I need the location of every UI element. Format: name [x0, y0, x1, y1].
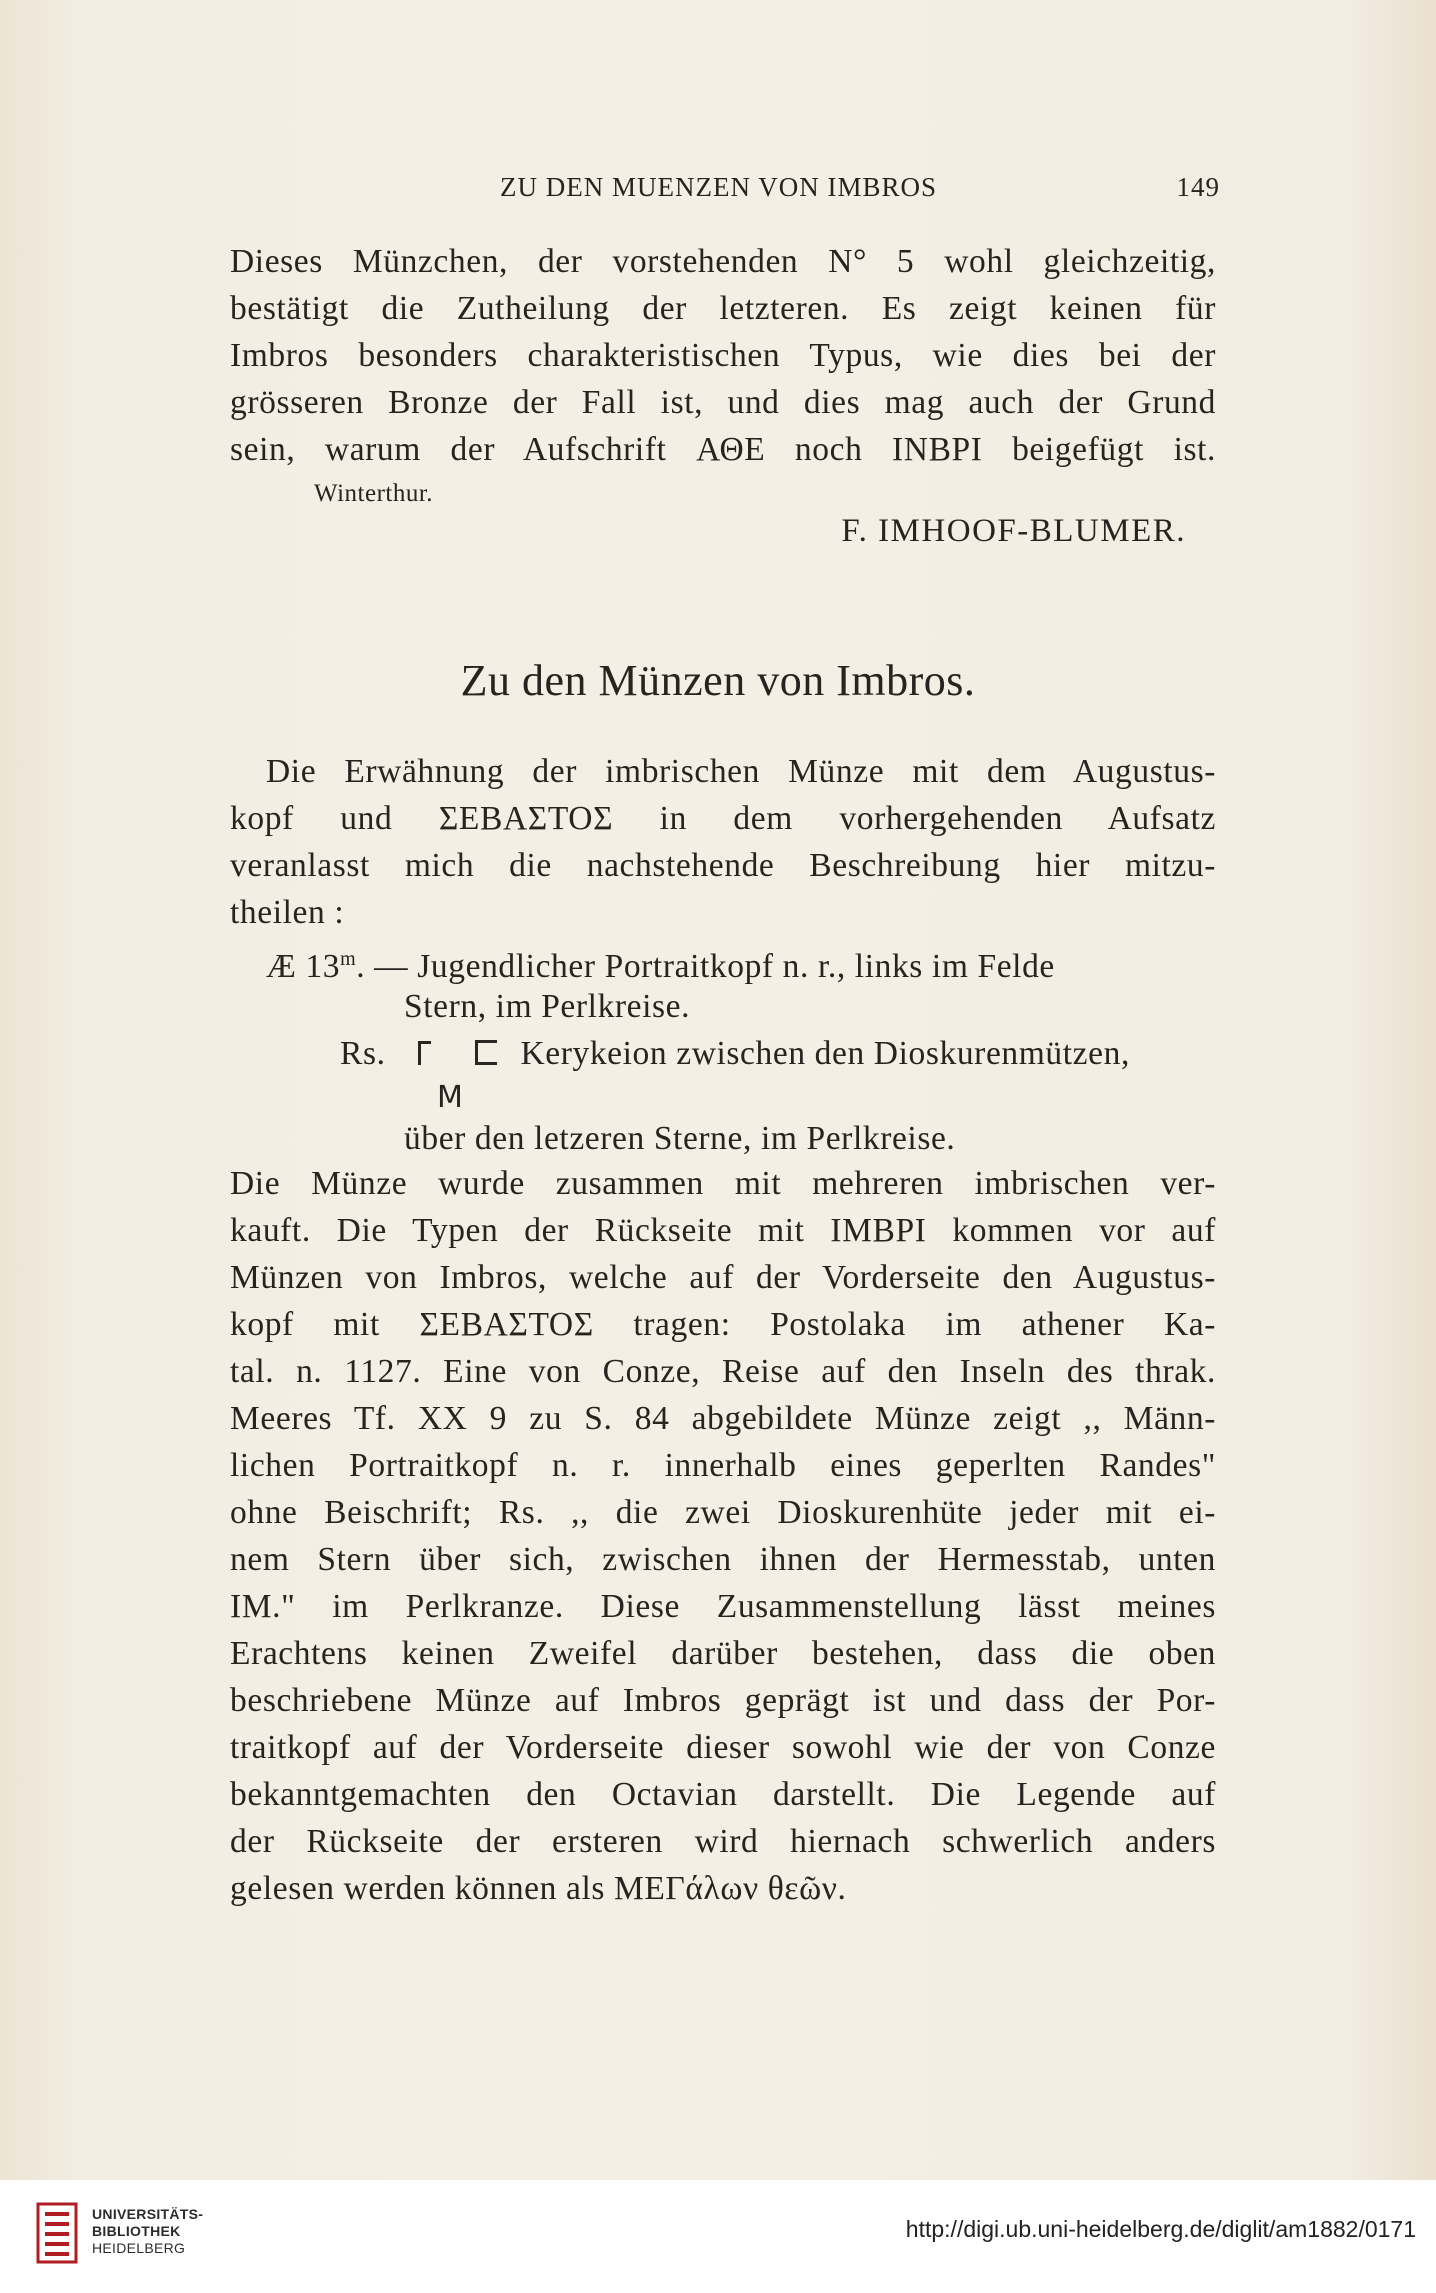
coin-obverse-cont: Stern, im Perlkreise. — [404, 988, 691, 1025]
text-line: kopf und ΣΕΒΑΣΤΟΣ in dem vorhergehenden Aufsatz — [230, 800, 1216, 837]
text-line: der Rückseite der ersteren wird hiernach schwerlich anders — [230, 1823, 1216, 1860]
coin-obverse-line — [266, 936, 1055, 986]
text-line: veranlasst mich die nachstehende Beschreibung hier mitzu- — [230, 847, 1216, 884]
coin-obverse-text: . — Jugendlicher Portraitkopf n. r., links im Felde — [356, 948, 1055, 986]
source-url[interactable]: http://digi.ub.uni-heidelberg.de/diglit/am1882/0171 — [905, 2216, 1416, 2242]
text-line: sein, warum der Aufschrift ΑΘΕ noch ΙΝΒΡΙ beigefügt ist. — [230, 431, 1216, 468]
library-line: UNIVERSITÄTS- — [92, 2206, 204, 2222]
place-signature: Winterthur. — [314, 480, 434, 507]
running-title: ZU DEN MUENZEN VON IMBROS — [500, 172, 938, 202]
text-line: bestätigt die Zutheilung der letzteren. Es zeigt keinen für — [230, 290, 1216, 327]
text-line: Meeres Tf. XX 9 zu S. 84 abgebildete Münze zeigt ,, Männ- — [230, 1400, 1216, 1437]
coin-denomination: Æ 13 — [266, 948, 341, 986]
text-line: Erachtens keinen Zweifel darüber bestehen, dass die oben — [230, 1635, 1216, 1672]
library-logo-icon — [36, 2202, 78, 2264]
text-line: lichen Portraitkopf n. r. innerhalb eines geperlten Randes" — [230, 1447, 1216, 1484]
coin-reverse-line — [340, 1030, 1130, 1077]
author-signature: F. IMHOOF-BLUMER. — [841, 513, 1186, 549]
reverse-label: Rs. — [340, 1035, 386, 1072]
library-line: BIBLIOTHEK — [92, 2223, 181, 2239]
text-line: ΙΜ." im Perlkranze. Diese Zusammenstellung lässt meines — [230, 1588, 1216, 1625]
gamma-symbol — [418, 1041, 431, 1065]
text-line: tal. n. 1127. Eine von Conze, Reise auf den Inseln des thrak. — [230, 1353, 1216, 1390]
text-line: Die Münze wurde zusammen mit mehreren imbrischen ver- — [230, 1165, 1216, 1202]
text-line: Imbros besonders charakteristischen Typus, wie dies bei der — [230, 337, 1216, 374]
text-line: grösseren Bronze der Fall ist, und dies mag auch der Grund — [230, 384, 1216, 421]
text-line: ohne Beischrift; Rs. ,, die zwei Dioskurenhüte jeder mit ei- — [230, 1494, 1216, 1531]
text-line: theilen : — [230, 894, 345, 931]
coin-size-unit: m — [340, 948, 357, 970]
text-line: traitkopf auf der Vorderseite dieser sowohl wie der von Conze — [230, 1729, 1216, 1766]
coin-reverse-text: Kerykeion zwischen den Dioskurenmützen, — [520, 1035, 1130, 1072]
bracket-symbol — [475, 1040, 497, 1065]
mu-letter: Μ — [437, 1080, 464, 1115]
paragraph-1 — [230, 238, 1216, 473]
text-line: Die Erwähnung der imbrischen Münze mit dem Augustus- — [266, 753, 1216, 790]
text-line: kauft. Die Typen der Rückseite mit ΙΜΒΡΙ kommen vor auf — [230, 1212, 1216, 1249]
text-line: Münzen von Imbros, welche auf der Vorderseite den Augustus- — [230, 1259, 1216, 1296]
page-number: 149 — [1176, 172, 1220, 202]
text-line: bekanntgemachten den Octavian darstellt. Die Legende auf — [230, 1776, 1216, 1813]
library-name — [92, 2206, 203, 2257]
paragraph-2 — [230, 748, 1216, 936]
article-heading: Zu den Münzen von Imbros. — [460, 656, 976, 705]
text-line: kopf mit ΣΕΒΑΣΤΟΣ tragen: Postolaka im athener Ka- — [230, 1306, 1216, 1343]
running-header — [230, 172, 1220, 212]
text-line: Dieses Münzchen, der vorstehenden N° 5 wohl gleichzeitig, — [230, 243, 1216, 280]
text-line: gelesen werden können als ΜΕΓάλων θεῶν. — [230, 1870, 847, 1907]
library-line: HEIDELBERG — [92, 2240, 186, 2256]
text-line: nem Stern über sich, zwischen ihnen der Hermesstab, unten — [230, 1541, 1216, 1578]
footer-bar — [0, 2180, 1436, 2293]
text-line: beschriebene Münze auf Imbros geprägt ist und dass der Por- — [230, 1682, 1216, 1719]
coin-reverse-cont: über den letzeren Sterne, im Perlkreise. — [404, 1120, 956, 1157]
paragraph-3 — [230, 1160, 1216, 1912]
